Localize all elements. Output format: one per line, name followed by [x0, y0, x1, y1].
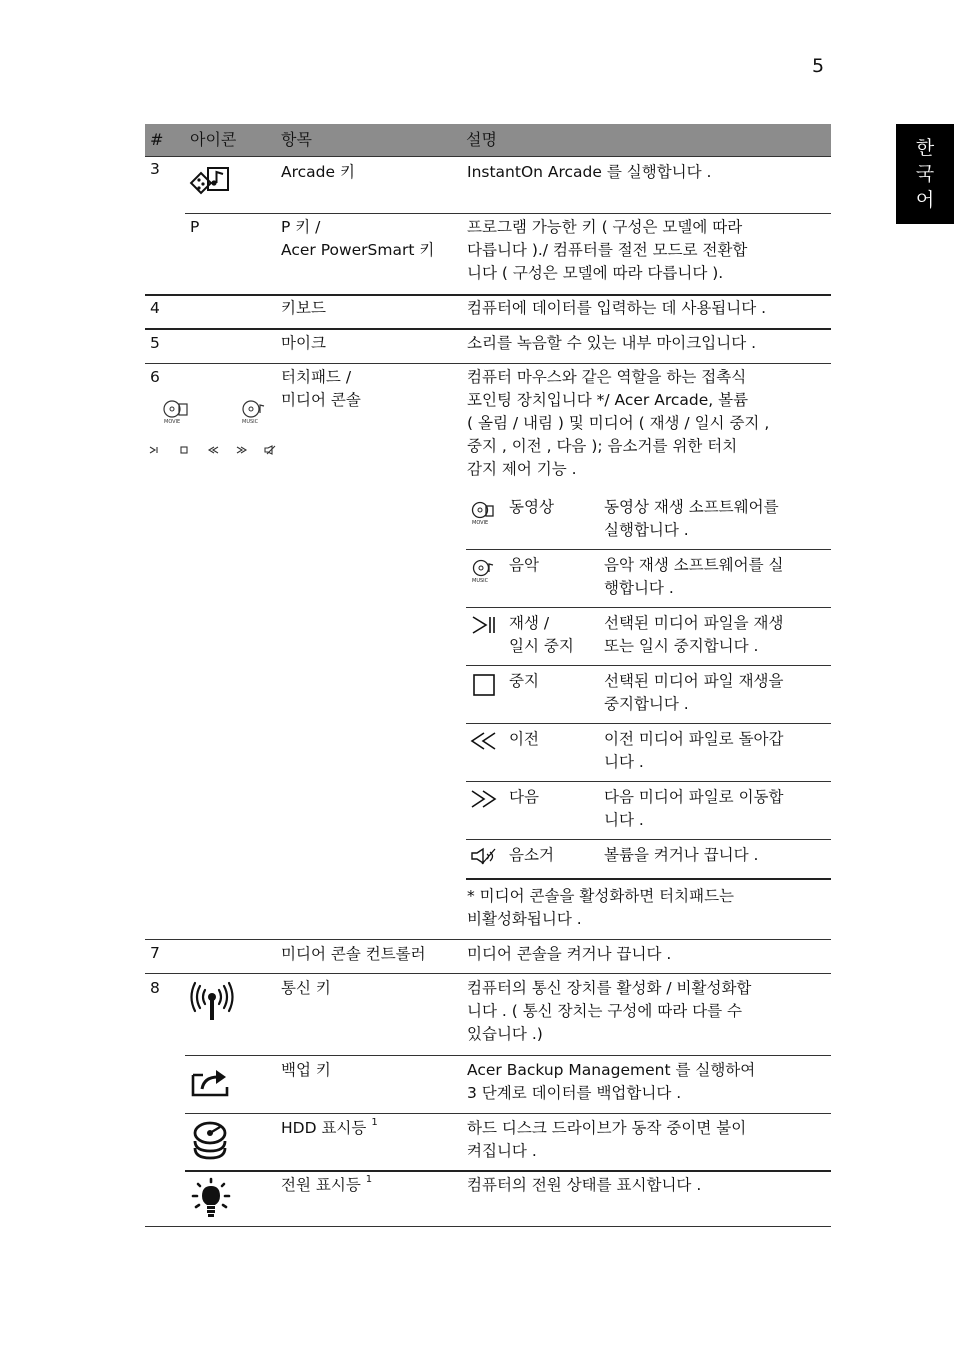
language-tab — [896, 124, 954, 224]
desc-line: 행합니다 . — [604, 579, 674, 597]
desc-line: Acer Backup Management 를 실행하여 — [467, 1061, 756, 1079]
note-line: 비활성화됩니다 . — [467, 910, 582, 928]
movie-icon — [471, 500, 497, 526]
desc-line: 니다 . — [604, 811, 644, 829]
sub-desc-movie — [604, 496, 779, 542]
hdd-icon — [192, 1121, 228, 1161]
row-number: 5 — [150, 334, 160, 352]
desc-line: 프로그램 가능한 키 ( 구성은 모델에 따라 — [467, 218, 743, 236]
language-tab-char: 국 — [915, 163, 935, 185]
sub-label-mute: 음소거 — [509, 846, 554, 864]
sub-divider — [466, 723, 831, 724]
wireless-icon — [190, 982, 234, 1024]
desc-line: 컴퓨터의 통신 장치를 활성화 / 비활성화합 — [467, 979, 752, 997]
desc-line: 음악 재생 소프트웨어를 실 — [604, 556, 784, 574]
desc-line: 하드 디스크 드라이브가 동작 중이면 불이 — [467, 1119, 747, 1137]
desc-line: 컴퓨터 마우스와 같은 역할을 하는 접촉식 — [467, 368, 747, 386]
sub-desc-stop — [604, 670, 784, 716]
item-backup-key: 백업 키 — [281, 1061, 331, 1079]
row-divider — [185, 1170, 831, 1172]
desc-line: 니다 . ( 통신 장치는 구성에 따라 다를 수 — [467, 1002, 742, 1020]
item-line: Acer PowerSmart 키 — [281, 241, 435, 259]
desc-line: 중지 , 이전 , 다음 ); 음소거를 위한 터치 — [467, 437, 738, 455]
item-touchpad — [281, 366, 361, 412]
sub-divider — [466, 878, 831, 880]
music-icon — [240, 398, 270, 424]
sub-label-stop: 중지 — [509, 672, 539, 690]
desc-p-key — [467, 216, 747, 285]
music-icon — [471, 558, 497, 584]
desc-line: 선택된 미디어 파일 재생을 — [604, 672, 784, 690]
desc-line: 실행합니다 . — [604, 521, 689, 539]
item-microphone: 마이크 — [281, 334, 326, 352]
desc-power-indicator: 컴퓨터의 전원 상태를 표시합니다 . — [467, 1176, 702, 1194]
desc-line: 있습니다 .) — [467, 1025, 543, 1043]
movie-icon — [162, 398, 192, 424]
desc-hdd-indicator — [467, 1117, 746, 1163]
movie-icon-caption: MOVIE — [472, 520, 489, 526]
desc-line: 니다 ( 구성은 모델에 따라 다릅니다 ). — [467, 264, 724, 282]
sub-divider — [466, 665, 831, 666]
desc-microphone: 소리를 녹음할 수 있는 내부 마이크입니다 . — [467, 334, 757, 352]
row-divider — [145, 328, 831, 330]
sub-divider — [466, 607, 831, 608]
sub-divider — [466, 781, 831, 782]
footnote-mark: 1 — [365, 1174, 373, 1185]
play-pause-icon — [471, 614, 497, 636]
footnote-mark: 1 — [371, 1117, 378, 1128]
desc-line: 포인팅 장치입니다 */ Acer Arcade, 볼륨 — [467, 391, 749, 409]
desc-line: 중지합니다 . — [604, 695, 689, 713]
backup-icon — [190, 1065, 232, 1099]
item-arcade-key: Arcade 키 — [281, 163, 355, 181]
power-indicator-icon — [192, 1178, 230, 1220]
p-key-icon-label: P — [190, 218, 200, 236]
desc-arcade-key: InstantOn Arcade 를 실행합니다 . — [467, 163, 712, 181]
item-power-label: 전원 표시등 — [281, 1176, 361, 1194]
row-divider — [185, 1113, 831, 1114]
sub-divider — [466, 549, 831, 550]
item-media-console-controller: 미디어 콘솔 컨트롤러 — [281, 945, 426, 963]
item-hdd-indicator — [281, 1117, 378, 1140]
row-divider — [145, 363, 831, 364]
item-line: 미디어 콘솔 — [281, 391, 361, 409]
item-comm-key: 통신 키 — [281, 979, 331, 997]
row-divider — [185, 1055, 831, 1056]
desc-media-console-controller: 미디어 콘솔을 켜거나 끕니다 . — [467, 945, 672, 963]
item-hdd-label: HDD 표시등 — [281, 1119, 367, 1137]
item-keyboard: 키보드 — [281, 299, 326, 317]
desc-line: ( 올림 / 내림 ) 및 미디어 ( 재생 / 일시 중지 , — [467, 414, 770, 432]
sub-divider — [466, 839, 831, 840]
row-number: 4 — [150, 299, 160, 317]
desc-line: 감지 제어 기능 . — [467, 460, 577, 478]
sub-label-previous: 이전 — [509, 730, 539, 748]
desc-line: 다릅니다 )./ 컴퓨터를 절전 모드로 전환합 — [467, 241, 748, 259]
arcade-icon — [190, 164, 232, 200]
row-number: 3 — [150, 160, 160, 178]
row-divider — [145, 294, 831, 296]
row-divider — [145, 973, 831, 974]
sub-desc-mute: 볼륨을 켜거나 끕니다 . — [604, 846, 759, 864]
desc-line: 이전 미디어 파일로 돌아갑 — [604, 730, 784, 748]
sub-desc-next — [604, 786, 784, 832]
label-line: 재생 / — [509, 614, 550, 632]
header-icon: 아이콘 — [190, 130, 237, 149]
sub-desc-play-pause — [604, 612, 784, 658]
movie-icon-caption: MOVIE — [164, 419, 181, 425]
row-divider — [145, 939, 831, 940]
desc-line: 선택된 미디어 파일을 재생 — [604, 614, 784, 632]
desc-keyboard: 컴퓨터에 데이터를 입력하는 데 사용됩니다 . — [467, 299, 767, 317]
sub-label-next: 다음 — [509, 788, 539, 806]
sub-label-music: 음악 — [509, 556, 539, 574]
media-controls-icon-row — [148, 444, 278, 456]
table-header — [145, 124, 831, 156]
row-number: 8 — [150, 979, 160, 997]
stop-icon — [472, 673, 496, 697]
header-desc: 설명 — [466, 130, 497, 149]
desc-line: 켜집니다 . — [467, 1142, 537, 1160]
touchpad-note — [467, 885, 734, 931]
header-num: # — [150, 130, 164, 149]
desc-line: 동영상 재생 소프트웨어를 — [604, 498, 779, 516]
desc-backup-key — [467, 1059, 755, 1105]
note-line: * 미디어 콘솔을 활성화하면 터치패드는 — [467, 887, 735, 905]
item-power-indicator — [281, 1174, 372, 1197]
item-p-key — [281, 216, 434, 262]
row-divider — [185, 213, 831, 214]
music-icon-caption: MUSIC — [472, 578, 489, 584]
desc-line: 3 단계로 데이터를 백업합니다 . — [467, 1084, 682, 1102]
previous-icon — [470, 731, 498, 751]
music-icon-caption: MUSIC — [242, 419, 259, 425]
desc-line: 다음 미디어 파일로 이동합 — [604, 788, 784, 806]
sub-desc-previous — [604, 728, 784, 774]
label-line: 일시 중지 — [509, 637, 574, 655]
language-tab-char: 어 — [915, 189, 935, 211]
row-number: 7 — [150, 944, 160, 962]
header-item: 항목 — [281, 130, 312, 149]
sub-desc-music — [604, 554, 784, 600]
row-divider — [145, 1226, 831, 1227]
desc-line: 또는 일시 중지합니다 . — [604, 637, 759, 655]
desc-touchpad — [467, 366, 769, 481]
next-icon — [470, 789, 498, 809]
sub-label-movie: 동영상 — [509, 498, 554, 516]
row-divider — [145, 156, 831, 157]
language-tab-char: 한 — [915, 137, 935, 159]
desc-comm-key — [467, 977, 751, 1046]
mute-icon — [470, 846, 498, 866]
page-number: 5 — [812, 55, 825, 77]
sub-label-play-pause — [509, 612, 574, 658]
item-line: 터치패드 / — [281, 368, 352, 386]
item-line: P 키 / — [281, 218, 321, 236]
desc-line: 니다 . — [604, 753, 644, 771]
row-number: 6 — [150, 368, 160, 386]
